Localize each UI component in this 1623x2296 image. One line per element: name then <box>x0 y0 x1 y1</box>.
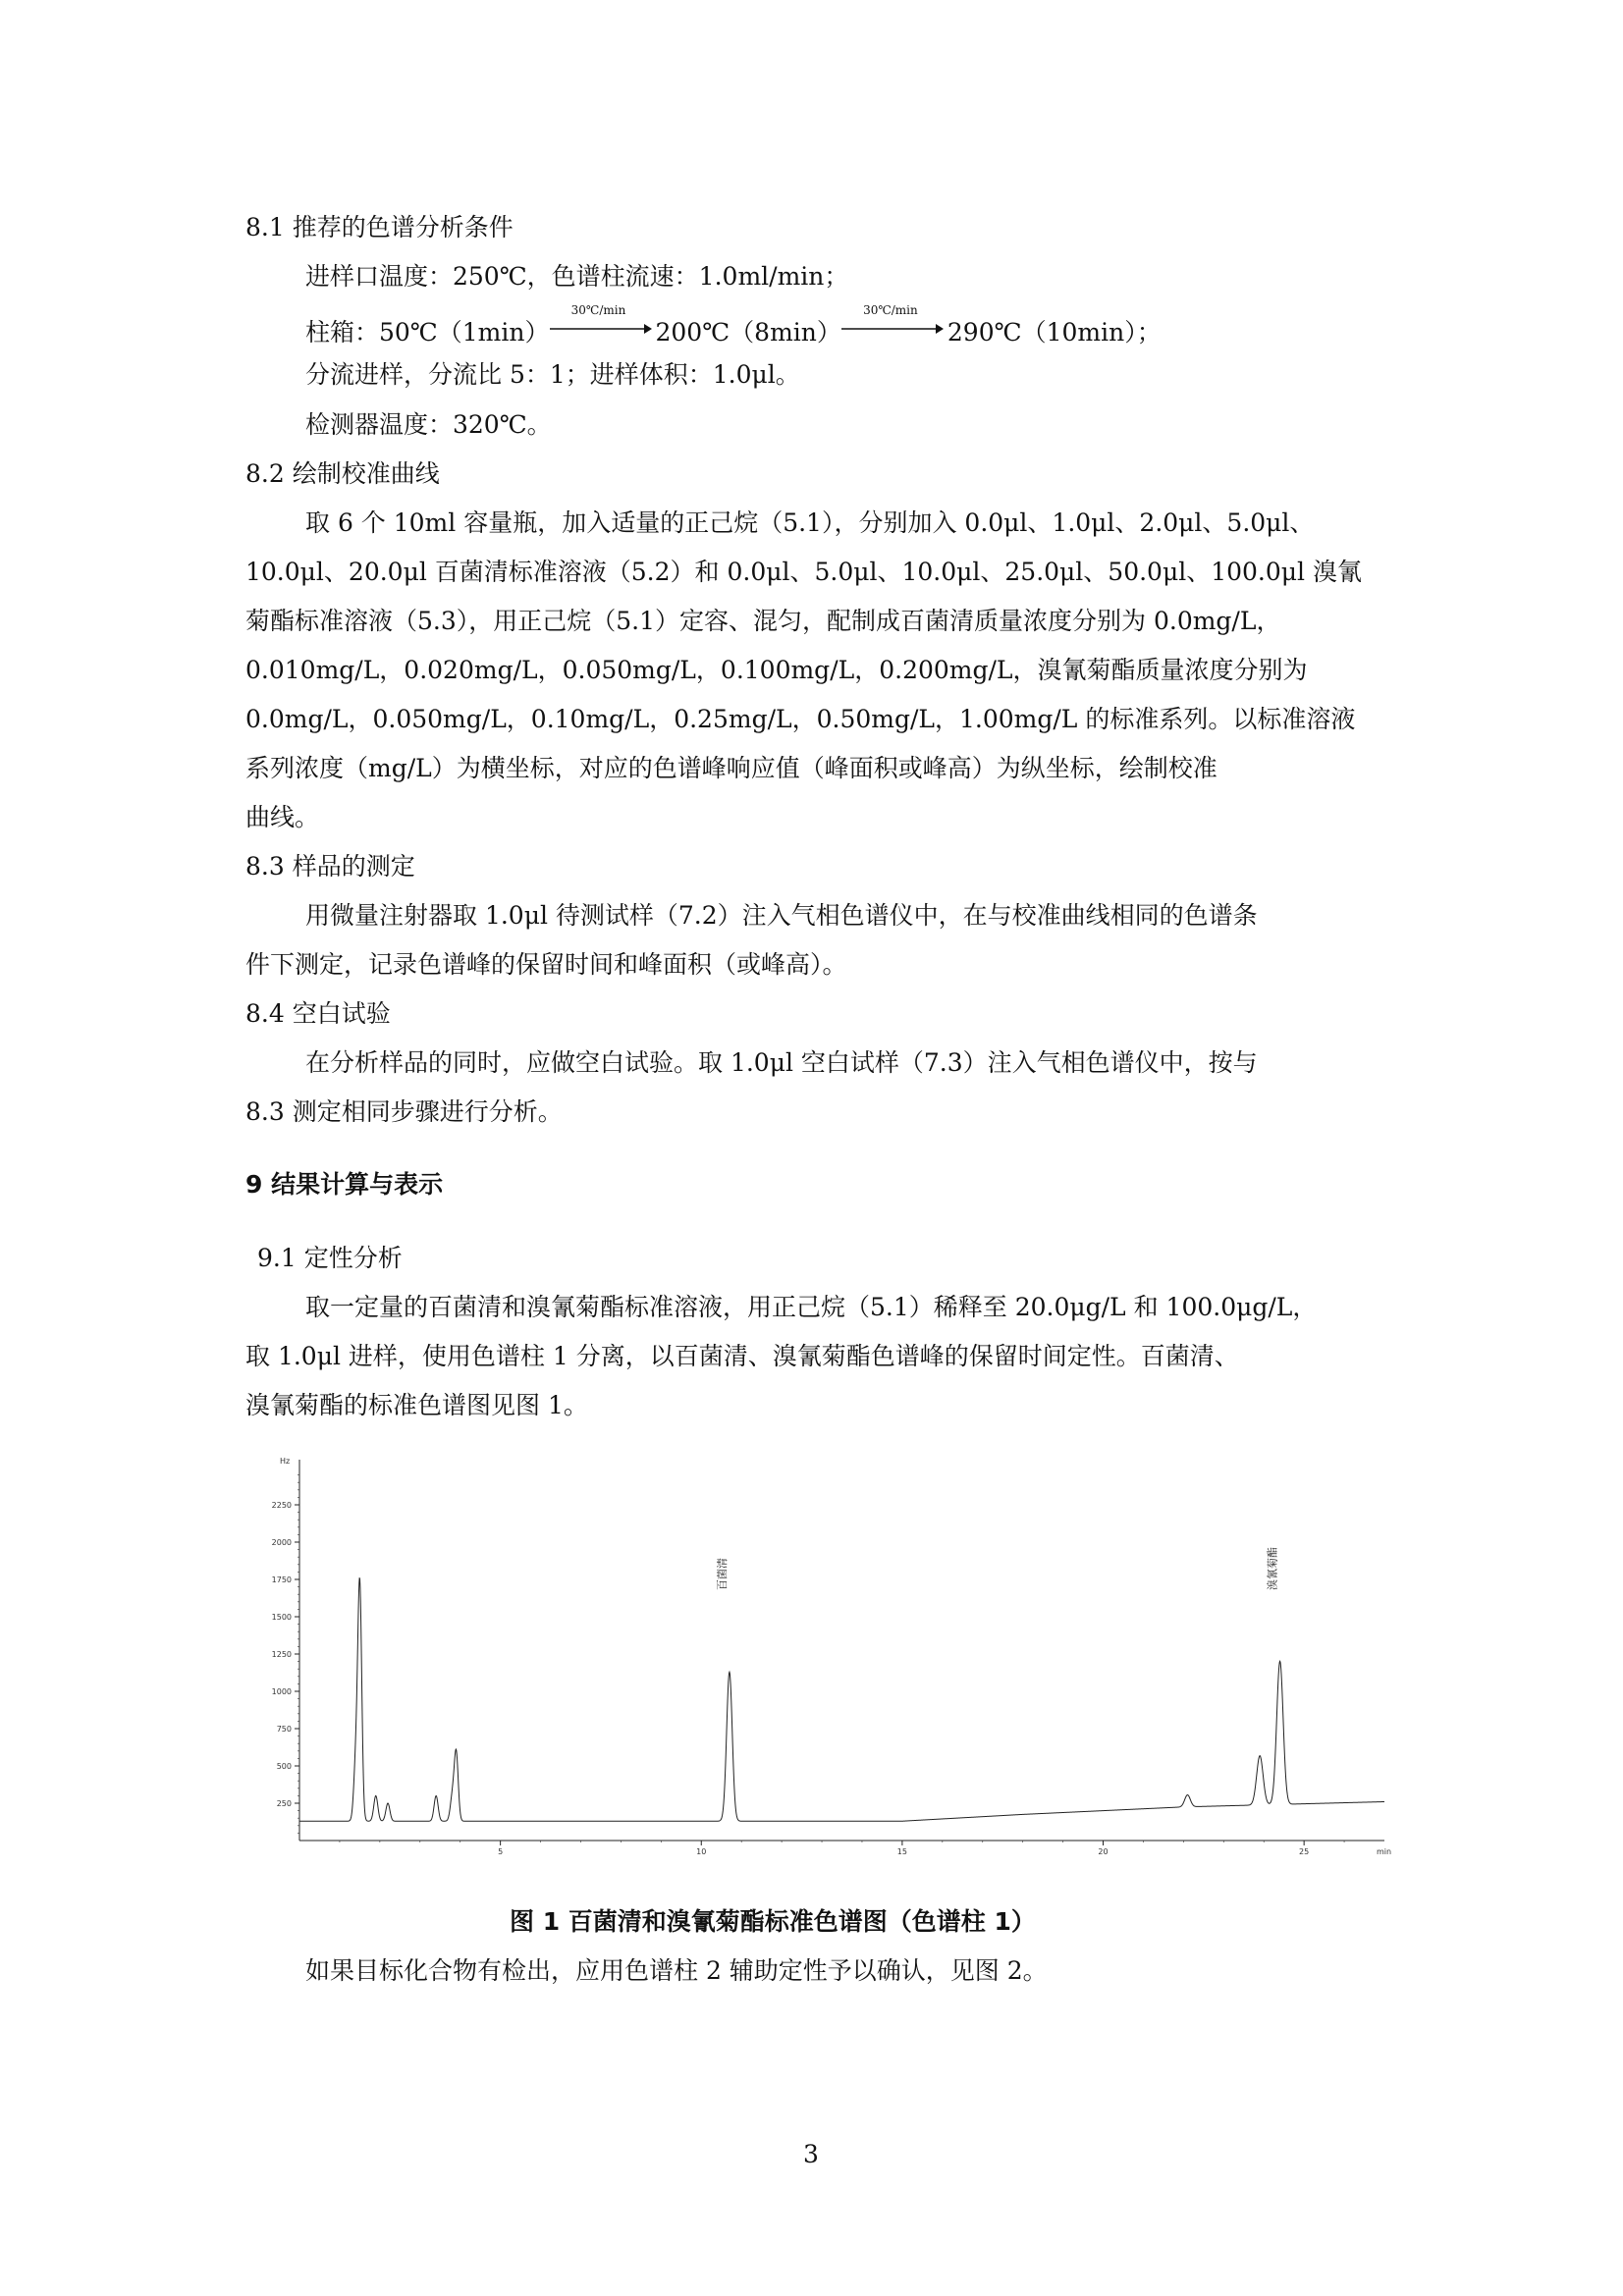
s82-line-3: 菊酯标准溶液（5.3），用正己烷（5.1）定容、混匀，配制成百菌清质量浓度分别为 0.0mg/L， <box>245 607 1281 635</box>
s9-line-1: 取一定量的百菌清和溴氰菊酯标准溶液，用正己烷（5.1）稀释至 20.0μg/L 和 100.0μg/L， <box>305 1293 1318 1321</box>
peak-label-0: 百菌清 <box>715 1558 729 1590</box>
s82-line-5: 0.0mg/L，0.050mg/L，0.10mg/L，0.25mg/L，0.50mg/L，1.00mg/L 的标准系列。以标准溶液 <box>245 705 1356 733</box>
oven-mid: 200℃（8min） <box>655 318 841 347</box>
y-tick-label: 2250 <box>271 1501 292 1510</box>
ramp-rate-1: 30℃/min <box>570 303 626 317</box>
s9-line-2: 取 1.0μl 进样，使用色谱柱 1 分离，以百菌清、溴氰菊酯色谱峰的保留时间定性。百菌清、 <box>245 1342 1239 1370</box>
s83-line-1: 用微量注射器取 1.0μl 待测试样（7.2）注入气相色谱仪中，在与校准曲线相同的色谱条 <box>305 901 1258 930</box>
oven-end: 290℃（10min）； <box>947 318 1162 347</box>
x-tick-label: 15 <box>896 1847 907 1856</box>
y-tick-label: 1000 <box>271 1687 292 1696</box>
y-tick-label: 1750 <box>271 1575 292 1584</box>
oven-program <box>305 303 1162 347</box>
oven-start: 柱箱：50℃（1min） <box>305 318 550 347</box>
signal-trace <box>299 1577 1384 1821</box>
figure-follow-text: 如果目标化合物有检出，应用色谱柱 2 辅助定性予以确认，见图 2。 <box>305 1956 1048 1985</box>
peak-label-1: 溴氰菊酯 <box>1266 1547 1279 1590</box>
s84-line-1: 在分析样品的同时，应做空白试验。取 1.0μl 空白试样（7.3）注入气相色谱仪中，按与 <box>305 1048 1258 1077</box>
detector-temp: 检测器温度：320℃。 <box>305 410 552 439</box>
x-tick-label: 5 <box>498 1847 504 1856</box>
section-8-1-heading: 8.1 推荐的色谱分析条件 <box>245 213 514 241</box>
y-tick-label: 750 <box>276 1725 292 1734</box>
x-tick-label: 20 <box>1098 1847 1109 1856</box>
ramp-arrow-1 <box>550 303 656 341</box>
ramp-rate-2: 30℃/min <box>863 303 918 317</box>
inlet-conditions: 进样口温度：250℃，色谱柱流速：1.0ml/min； <box>305 262 849 291</box>
x-tick-label: 25 <box>1299 1847 1310 1856</box>
y-tick-label: 250 <box>276 1799 292 1808</box>
s82-line-4: 0.010mg/L，0.020mg/L，0.050mg/L，0.100mg/L，0.200mg/L，溴氰菊酯质量浓度分别为 <box>245 656 1308 684</box>
page-number: 3 <box>803 2140 819 2168</box>
x-tick-label: 10 <box>696 1847 707 1856</box>
y-tick-label: 500 <box>276 1762 292 1771</box>
ramp-arrow-2 <box>841 303 947 341</box>
arrow-right-icon <box>550 323 652 335</box>
chromatogram-chart <box>245 1443 1394 1885</box>
s84-line-2: 8.3 测定相同步骤进行分析。 <box>245 1097 563 1126</box>
s82-line-1: 取 6 个 10ml 容量瓶，加入适量的正己烷（5.1），分别加入 0.0μl、1.0μl、2.0μl、5.0μl、 <box>305 508 1315 537</box>
x-axis-label: min <box>1377 1847 1392 1856</box>
y-tick-label: 1500 <box>271 1613 292 1622</box>
figure-caption: 图 1 百菌清和溴氰菊酯标准色谱图（色谱柱 1） <box>510 1907 1036 1936</box>
section-8-3-heading: 8.3 样品的测定 <box>245 852 415 881</box>
section-8-2-heading: 8.2 绘制校准曲线 <box>245 459 440 488</box>
s82-line-7: 曲线。 <box>245 803 320 831</box>
arrow-right-icon <box>841 323 944 335</box>
section-9-1-heading: 9.1 定性分析 <box>257 1244 403 1272</box>
s82-line-6: 系列浓度（mg/L）为横坐标，对应的色谱峰响应值（峰面积或峰高）为纵坐标，绘制校准 <box>245 754 1217 782</box>
split-injection: 分流进样，分流比 5：1；进样体积：1.0μl。 <box>305 360 800 389</box>
y-axis-label: Hz <box>280 1457 291 1466</box>
s9-line-3: 溴氰菊酯的标准色谱图见图 1。 <box>245 1391 588 1419</box>
s82-line-2: 10.0μl、20.0μl 百菌清标准溶液（5.2）和 0.0μl、5.0μl、10.0μl、25.0μl、50.0μl、100.0μl 溴氰 <box>245 558 1362 586</box>
y-tick-label: 1250 <box>271 1650 292 1659</box>
y-tick-label: 2000 <box>271 1538 292 1547</box>
s83-line-2: 件下测定，记录色谱峰的保留时间和峰面积（或峰高）。 <box>245 950 847 979</box>
section-9-heading: 9 结果计算与表示 <box>245 1170 444 1199</box>
section-8-4-heading: 8.4 空白试验 <box>245 999 391 1028</box>
